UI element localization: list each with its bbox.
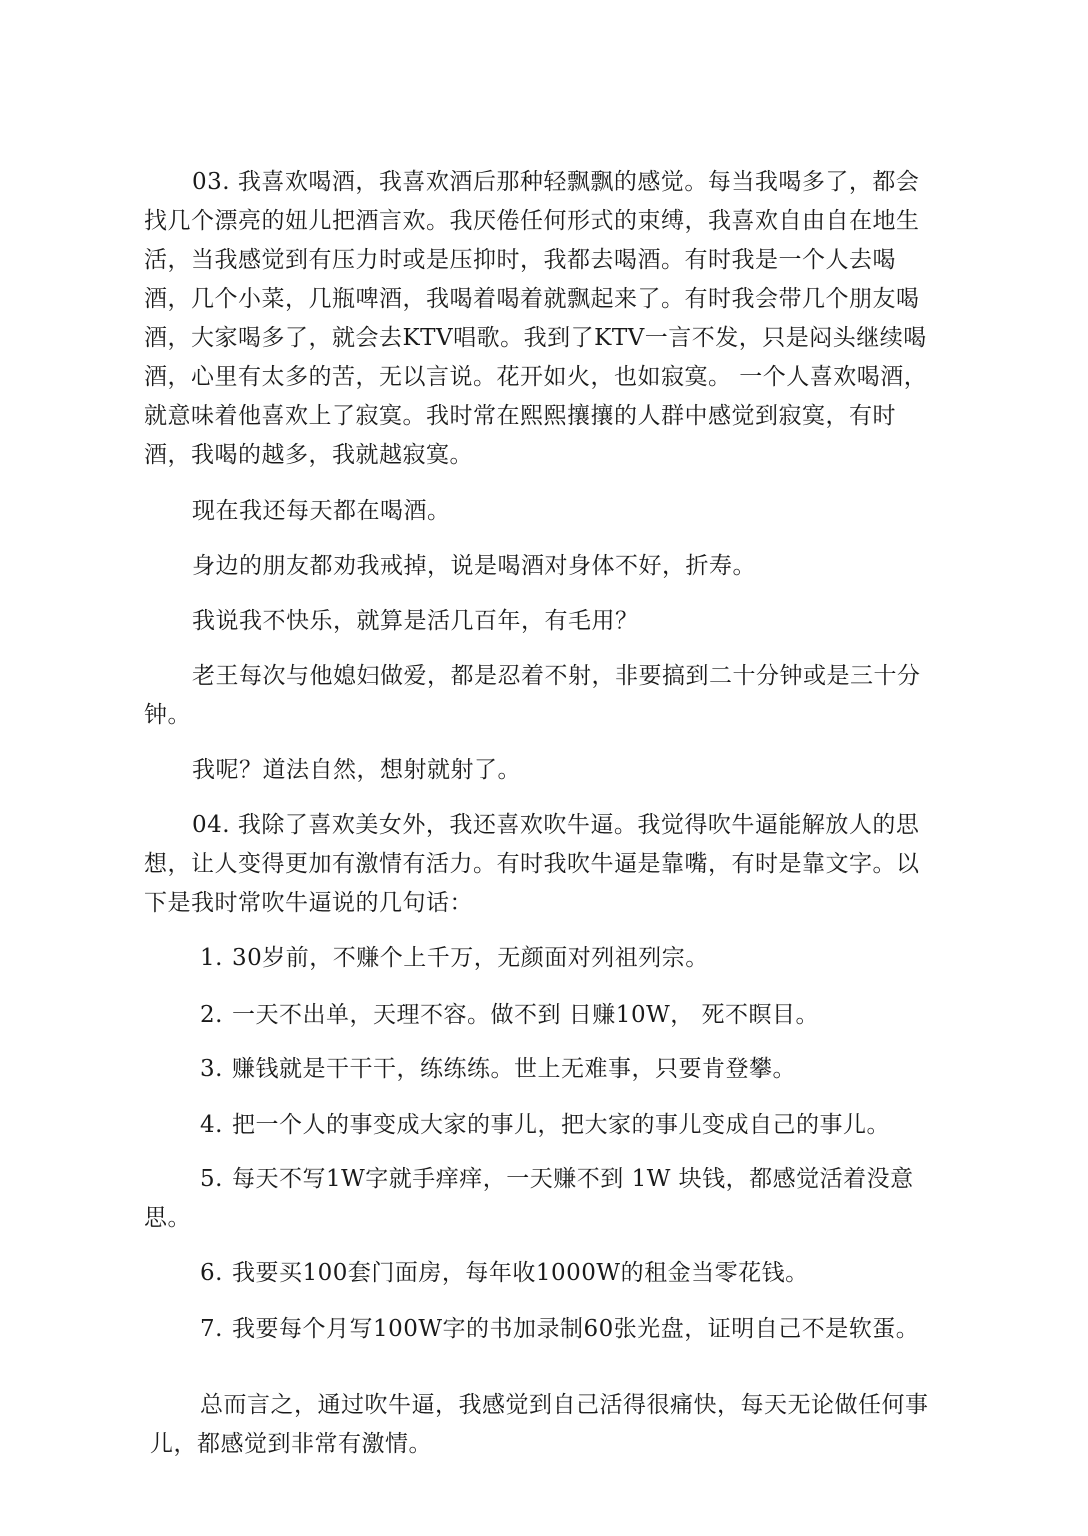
paragraph-not-happy: 我说我不快乐，就算是活几百年，有毛用？ [192,608,639,634]
paragraph-laowang: 老王每次与他媳妇做爱，都是忍着不射，非要搞到二十分钟或是三十分钟。 [144,663,921,728]
list-item-text: 30岁前，不赚个上千万，无颜面对列祖列宗。 [232,945,709,971]
list-item-text: 赚钱就是干干干，练练练。世上无难事，只要肯登攀。 [232,1056,796,1082]
list-item [144,1106,936,1145]
list-item-number: 3. [200,1056,223,1082]
paragraph-still-drinking: 现在我还每天都在喝酒。 [192,498,451,524]
list-item-number: 7. [200,1316,223,1342]
paragraph-drinking: 03. 我喜欢喝酒，我喜欢酒后那种轻飘飘的感觉。每当我喝多了，都会找几个漂亮的妞儿把酒言欢。我厌倦任何形式的束缚，我喜欢自由自在地生活，当我感觉到有压力时或是压抑时，我都去喝酒。有时我是一个人去喝酒，几个小菜，几瓶啤酒，我喝着喝着就飘起来了。有时我会带几个朋友喝酒，大家喝多了，就会去KTV唱歌。我到了KTV一言不发，只是闷头继续喝酒，心里有太多的苦，无以言说。花开如火，也如寂寞。 一个人喜欢喝酒，就意味着他喜欢上了寂寞。我时常在熙熙攘攘的人群中感觉到寂寞，有时酒，我喝的越多，我就越寂寞。 [144,169,928,468]
list-item [144,1160,936,1238]
list-item [144,1254,936,1293]
list-item-text: 把一个人的事变成大家的事儿，把大家的事儿变成自己的事儿。 [232,1112,890,1138]
list-item-number: 5. [200,1166,223,1192]
list-item-text: 我要每个月写100W字的书加录制60张光盘，证明自己不是软蛋。 [232,1316,920,1342]
list-item-text: 每天不写1W字就手痒痒，一天赚不到 1W 块钱，都感觉活着没意思。 [144,1166,914,1231]
paragraph-bragging: 04. 我除了喜欢美女外，我还喜欢吹牛逼。我觉得吹牛逼能解放人的思想，让人变得更加有激情有活力。有时我吹牛逼是靠嘴，有时是靠文字。以下是我时常吹牛逼说的几句话： [144,812,920,916]
list-item [144,1310,936,1349]
list-item-number: 2. [200,1002,223,1028]
list-item-number: 4. [200,1112,223,1138]
list-item-text: 我要买100套门面房，每年收1000W的租金当零花钱。 [232,1260,809,1286]
paragraph-friends-advice: 身边的朋友都劝我戒掉，说是喝酒对身体不好，折寿。 [192,553,756,579]
list-item-text: 一天不出单，天理不容。做不到 日赚10W， 死不瞑目。 [232,1002,820,1028]
list-item [144,996,936,1035]
list-item-number: 6. [200,1260,223,1286]
list-item-number: 1. [200,945,223,971]
list-item [144,1050,936,1089]
paragraph-nature: 我呢？道法自然，想射就射了。 [192,757,521,783]
list-item [144,939,936,978]
paragraph-summary: 总而言之，通过吹牛逼，我感觉到自己活得很痛快，每天无论做任何事儿，都感觉到非常有激情。 [150,1392,929,1457]
